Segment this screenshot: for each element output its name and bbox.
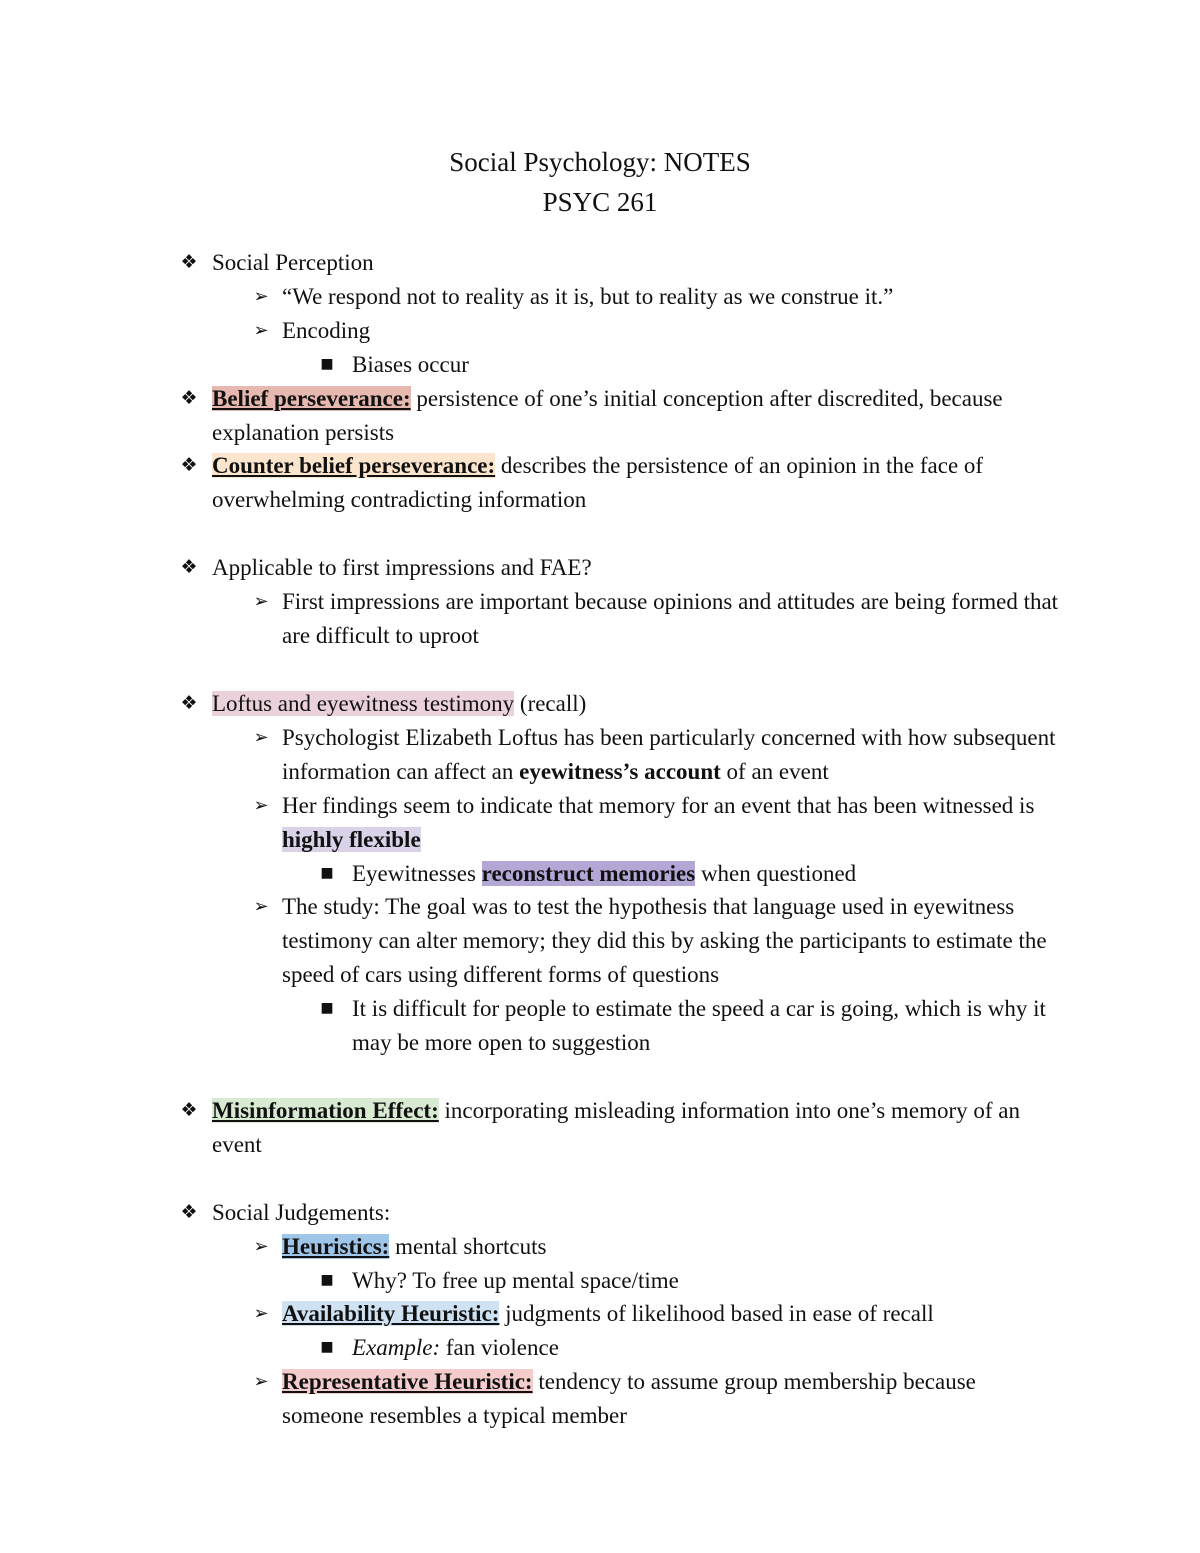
course-code: PSYC 261 — [542, 187, 658, 217]
square-bullet-icon: ■ — [320, 355, 334, 372]
bullet-text: Eyewitnesses — [352, 860, 482, 886]
diamond-bullet-icon: ❖ — [180, 691, 198, 714]
bullet-representative — [0, 1365, 1062, 1433]
bullet-text: Biases occur — [352, 351, 469, 377]
bullet-loftus-study-sub — [0, 992, 1062, 1060]
diamond-bullet-icon: ❖ — [180, 386, 198, 409]
bullet-text: Her findings seem to indicate that memory for an event that has been witnessed is — [282, 792, 1035, 818]
arrow-bullet-icon: ➢ — [253, 794, 269, 816]
bullet-first-impressions — [0, 551, 1062, 585]
blank-line — [0, 1162, 1200, 1196]
bullet-text: Why? To free up mental space/time — [352, 1267, 679, 1293]
definition-text: incorporating misleading information into one’s memory of an event — [212, 1097, 1021, 1157]
arrow-bullet-icon: ➢ — [253, 896, 269, 918]
bullet-text-end: of an event — [720, 758, 829, 784]
bullet-loftus — [0, 687, 1062, 721]
square-bullet-icon: ■ — [320, 1000, 334, 1017]
definition-text: judgments of likelihood based in ease of recall — [499, 1301, 934, 1327]
notes-list — [0, 246, 1200, 1433]
definition-text: mental shortcuts — [389, 1233, 547, 1259]
term-misinformation: Misinformation Effect: — [212, 1097, 439, 1123]
term-belief-perseverance: Belief perseverance: — [212, 385, 411, 411]
term-availability: Availability Heuristic: — [282, 1301, 500, 1327]
term-counter-belief: Counter belief perseverance: — [212, 453, 496, 479]
bullet-example — [0, 1331, 1062, 1365]
bullet-text: Social Judgements: — [212, 1199, 391, 1225]
bullet-text: First impressions are important because opinions and attitudes are being formed that are difficult to uproot — [282, 589, 1059, 649]
loftus-heading-suffix: (recall) — [514, 690, 587, 716]
blank-line — [0, 517, 1200, 551]
bullet-misinformation — [0, 1094, 1062, 1162]
highlight-reconstruct-memories: reconstruct memories — [481, 860, 696, 886]
bullet-counter-belief — [0, 449, 1062, 517]
blank-line — [0, 653, 1200, 687]
bullet-text: It is difficult for people to estimate the speed a car is going, which is why it may be more open to suggestion — [352, 996, 1046, 1056]
diamond-bullet-icon: ❖ — [180, 454, 198, 477]
page-title: Social Psychology: NOTES — [449, 147, 751, 177]
bullet-text-end: when questioned — [695, 860, 857, 886]
definition-text: describes the persistence of an opinion in the face of overwhelming contradicting information — [212, 453, 984, 513]
bullet-social-perception — [0, 246, 1062, 280]
example-label: Example: — [352, 1335, 441, 1361]
diamond-bullet-icon: ❖ — [180, 251, 198, 273]
bullet-text: Psychologist Elizabeth Loftus has been particularly concerned with how subsequent information can affect an — [282, 724, 1056, 784]
bullet-text: Encoding — [282, 317, 371, 343]
term-representative: Representative Heuristic: — [282, 1369, 533, 1395]
bullet-social-judgements — [0, 1196, 1062, 1230]
arrow-bullet-icon: ➢ — [253, 1303, 269, 1325]
bullet-text: Applicable to first impressions and FAE? — [212, 555, 592, 581]
bullet-belief-perseverance — [0, 382, 1062, 450]
square-bullet-icon: ■ — [320, 1271, 334, 1288]
bullet-heuristics — [0, 1230, 1062, 1264]
definition-text: persistence of one’s initial conception after discredited, because explanation persists — [212, 385, 1003, 445]
square-bullet-icon: ■ — [320, 1339, 334, 1356]
arrow-bullet-icon: ➢ — [253, 726, 269, 748]
highlight-highly-flexible: highly flexible — [282, 826, 421, 852]
bullet-biases — [0, 348, 1062, 382]
example-text: fan violence — [440, 1335, 559, 1361]
bullet-text: Social Perception — [212, 250, 374, 275]
term-heuristics: Heuristics: — [282, 1233, 390, 1259]
arrow-bullet-icon: ➢ — [253, 591, 269, 613]
bullet-loftus-p3 — [0, 857, 1062, 891]
arrow-bullet-icon: ➢ — [253, 1371, 269, 1393]
title-block — [0, 142, 1200, 222]
bullet-loftus-p2 — [0, 789, 1062, 857]
arrow-bullet-icon: ➢ — [253, 1235, 269, 1257]
square-bullet-icon: ■ — [320, 864, 334, 881]
bullet-first-impressions-point — [0, 585, 1062, 653]
bullet-heuristics-why — [0, 1264, 1062, 1298]
arrow-bullet-icon: ➢ — [253, 285, 269, 307]
bullet-quote — [0, 280, 1062, 314]
blank-line — [0, 1060, 1200, 1094]
loftus-heading: Loftus and eyewitness testimony — [212, 690, 515, 716]
diamond-bullet-icon: ❖ — [180, 556, 198, 579]
arrow-bullet-icon: ➢ — [253, 319, 269, 341]
definition-text: tendency to assume group membership because someone resembles a typical member — [282, 1369, 976, 1429]
bullet-loftus-study — [0, 890, 1062, 992]
bullet-availability — [0, 1297, 1062, 1331]
bold-text: eyewitness’s account — [519, 758, 721, 784]
diamond-bullet-icon: ❖ — [180, 1200, 198, 1223]
diamond-bullet-icon: ❖ — [180, 1098, 198, 1121]
bullet-encoding — [0, 314, 1062, 348]
bullet-text: The study: The goal was to test the hypothesis that language used in eyewitness testimony can alter memory; they did this by asking the participants to estimate the speed of cars using different forms of questions — [282, 894, 1047, 988]
bullet-loftus-p1 — [0, 721, 1062, 789]
bullet-text: “We respond not to reality as it is, but to reality as we construe it.” — [282, 283, 894, 309]
